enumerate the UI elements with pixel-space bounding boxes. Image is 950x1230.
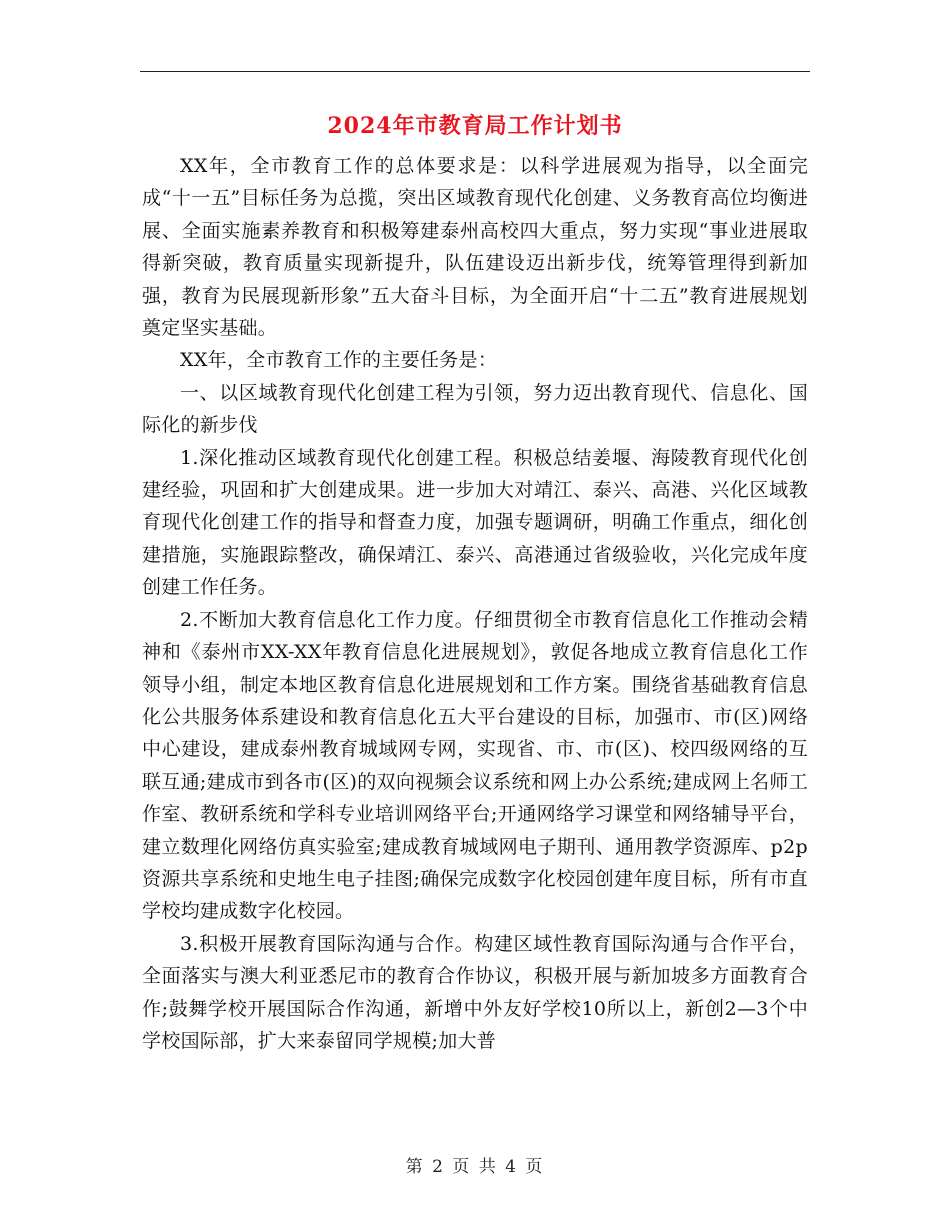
- section-heading-one: 一、以区域教育现代化创建工程为引领，努力迈出教育现代、信息化、国际化的新步伐: [142, 381, 808, 437]
- paragraph-item-2: 2.不断加大教育信息化工作力度。仔细贯彻全市教育信息化工作推动会精神和《泰州市XX-XX年教育信息化进展规划》，敦促各地成立教育信息化工作领导小组，制定本地区教育信息化进展规划和工作方案。围绕省基础教育信息化公共服务体系建设和教育信息化五大平台建设的目标，加强市、市(区)网络中心建设，建成泰州教育城域网专网，实现省、市、市(区)、校四级网络的互联互通;建成市到各市(区)的双向视频会议系统和网上办公系统;建成网上名师工作室、教研系统和学科专业培训网络平台;开通网络学习课堂和网络辅导平台，建立数理化网络仿真实验室;建成教育城域网电子期刊、通用教学资源库、p2p资源共享系统和史地生电子挂图;确保完成数字化校园创建年度目标，所有市直学校均建成数字化校园。: [142, 608, 808, 923]
- paragraph-overall-requirements: XX年，全市教育工作的总体要求是：以科学进展观为指导，以全面完成“十一五”目标任务为总揽，突出区域教育现代化创建、义务教育高位均衡进展、全面实施素养教育和积极筹建泰州高校四大重点，努力实现“事业进展取得新突破，教育质量实现新提升，队伍建设迈出新步伐，统筹管理得到新加强，教育为民展现新形象”五大奋斗目标，为全面开启“十二五”教育进展规划奠定坚实基础。: [142, 155, 808, 340]
- page-footer: 第 2 页 共 4 页: [405, 1157, 545, 1177]
- header-rule: [140, 71, 810, 72]
- paragraph-main-tasks-intro: XX年，全市教育工作的主要任务是：: [180, 349, 498, 372]
- paragraph-item-3: 3.积极开展教育国际沟通与合作。构建区域性教育国际沟通与合作平台，全面落实与澳大利亚悉尼市的教育合作协议，积极开展与新加坡多方面教育合作;鼓舞学校开展国际合作沟通，新增中外友好学校10所以上，新创2—3个中学校国际部，扩大来泰留同学规模;加大普: [142, 932, 808, 1052]
- document-body: [142, 150, 808, 1057]
- document-title: 2024年市教育局工作计划书: [327, 113, 623, 139]
- paragraph-item-1: 1.深化推动区域教育现代化创建工程。积极总结姜堰、海陵教育现代化创建经验，巩固和扩大创建成果。进一步加大对靖江、泰兴、高港、兴化区域教育现代化创建工作的指导和督查力度，加强专题调研，明确工作重点，细化创建措施，实施跟踪整改，确保靖江、泰兴、高港通过省级验收，兴化完成年度创建工作任务。: [142, 446, 808, 599]
